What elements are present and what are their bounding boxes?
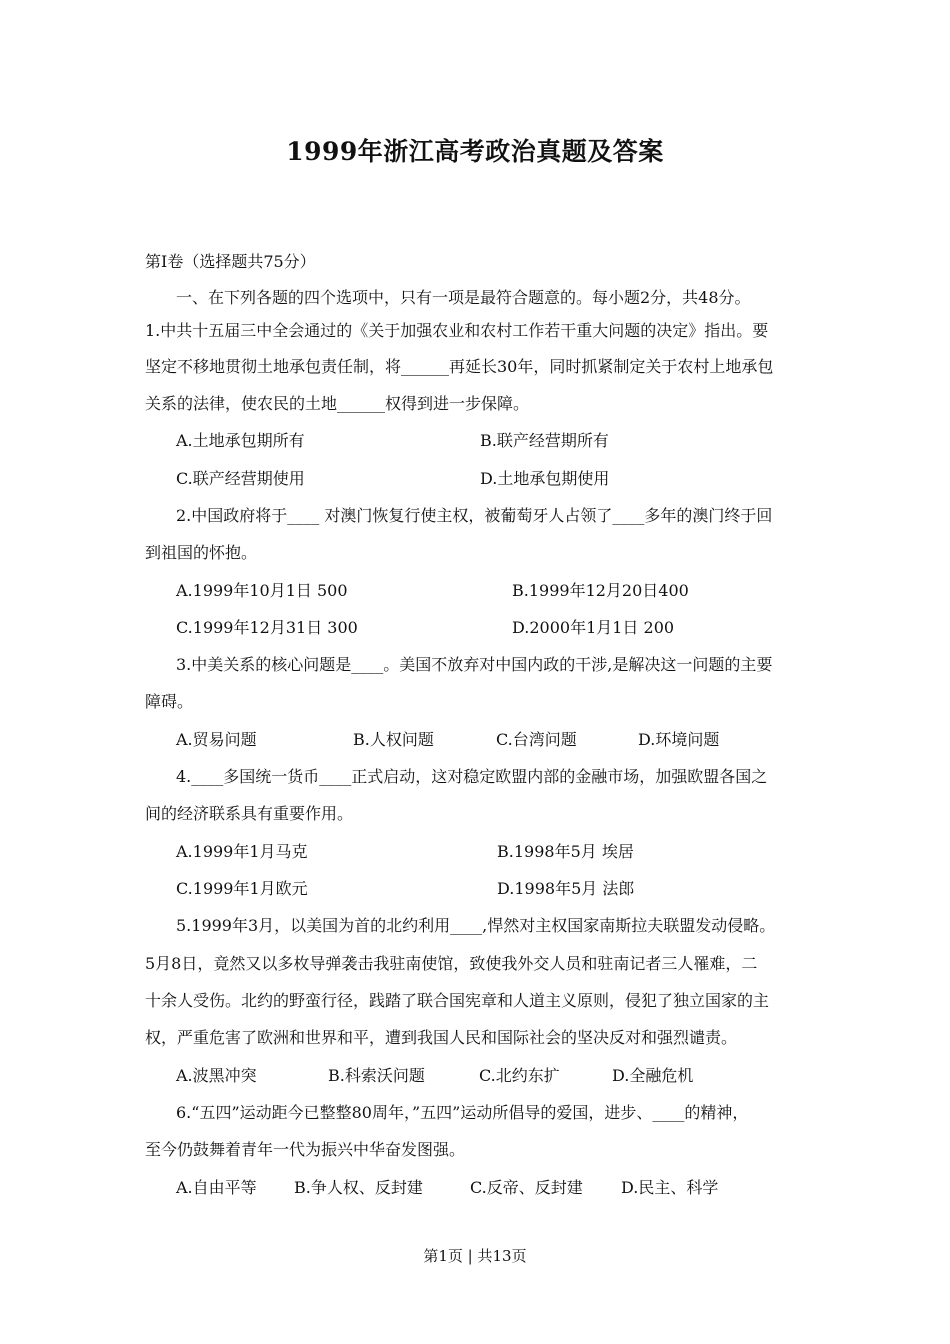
question-5-line-4: 权，严重危害了欧洲和世界和平，遭到我国人民和国际社会的坚决反对和强烈谴责。	[145, 1028, 738, 1047]
question-4-option-b: B.1998年5月 埃居	[497, 842, 634, 861]
question-3-option-d: D.环境问题	[638, 730, 720, 749]
question-1-option-c: C.联产经营期使用	[176, 469, 305, 488]
question-1-line-3: 关系的法律，使农民的土地______权得到进一步保障。	[145, 394, 530, 413]
question-2-option-d: D.2000年1月1日 200	[512, 618, 675, 637]
question-3-line-2: 障碍。	[145, 692, 194, 711]
question-1-line-1: 1.中共十五届三中全会通过的《关于加强农业和农村工作若干重大问题的决定》指出。要	[145, 321, 769, 340]
question-6-option-b: B.争人权、反封建	[294, 1178, 423, 1197]
question-4-line-2: 间的经济联系具有重要作用。	[145, 804, 354, 823]
question-6-line-2: 至今仍鼓舞着青年一代为振兴中华奋发图强。	[145, 1140, 466, 1159]
question-5-line-1: 5.1999年3月，以美国为首的北约利用____,悍然对主权国家南斯拉夫联盟发动侵略。	[176, 916, 776, 935]
question-1-line-2: 坚定不移地贯彻土地承包责任制，将______再延长30年，同时抓紧制定关于农村上地承包	[145, 357, 774, 376]
question-2-line-1: 2.中国政府将于____ 对澳门恢复行使主权，被葡萄牙人占领了____多年的澳门终于回	[176, 506, 773, 525]
document-title: 1999年浙江高考政治真题及答案	[286, 137, 664, 166]
question-3-option-a: A.贸易问题	[176, 730, 257, 749]
instructions: 一、在下列各题的四个选项中，只有一项是最符合题意的。每小题2分，共48分。	[176, 288, 751, 307]
section-heading: 第Ⅰ卷（选择题共75分）	[145, 252, 316, 271]
question-5-line-2: 5月8日，竟然又以多枚导弹袭击我驻南使馆，致使我外交人员和驻南记者三人罹难，二	[145, 954, 758, 973]
question-5-option-d: D.全融危机	[612, 1066, 694, 1085]
question-2-option-b: B.1999年12月20日400	[512, 581, 689, 600]
question-1-option-a: A.土地承包期所有	[176, 431, 305, 450]
page-footer: 第1页 | 共13页	[423, 1247, 527, 1265]
question-5-line-3: 十余人受伤。北约的野蛮行径，践踏了联合国宪章和人道主义原则，侵犯了独立国家的主	[145, 991, 770, 1010]
question-6-option-c: C.反帝、反封建	[470, 1178, 583, 1197]
question-4-option-c: C.1999年1月欧元	[176, 879, 308, 898]
question-4-option-d: D.1998年5月 法郎	[497, 879, 635, 898]
question-5-option-b: B.科索沃问题	[328, 1066, 425, 1085]
question-1-option-d: D.土地承包期使用	[480, 469, 610, 488]
question-2-line-2: 到祖国的怀抱。	[145, 543, 258, 562]
question-6-option-d: D.民主、科学	[621, 1178, 719, 1197]
question-3-option-b: B.人权问题	[353, 730, 434, 749]
question-2-option-c: C.1999年12月31日 300	[176, 618, 358, 637]
question-4-line-1: 4.____多国统一货币____正式启动，这对稳定欧盟内部的金融市场，加强欧盟各国之	[176, 767, 768, 786]
question-2-option-a: A.1999年10月1日 500	[176, 581, 348, 600]
question-6-line-1: 6.“五四”运动距今已整整80周年，”五四”运动所倡导的爱国，进步、____的精神，	[176, 1103, 749, 1122]
question-5-option-a: A.波黑冲突	[176, 1066, 257, 1085]
question-6-option-a: A.自由平等	[176, 1178, 257, 1197]
question-3-line-1: 3.中美关系的核心问题是____。美国不放弃对中国内政的干涉,是解决这一问题的主要	[176, 655, 773, 674]
question-4-option-a: A.1999年1月马克	[176, 842, 308, 861]
question-3-option-c: C.台湾问题	[496, 730, 577, 749]
question-1-option-b: B.联产经营期所有	[480, 431, 609, 450]
question-5-option-c: C.北约东扩	[479, 1066, 560, 1085]
